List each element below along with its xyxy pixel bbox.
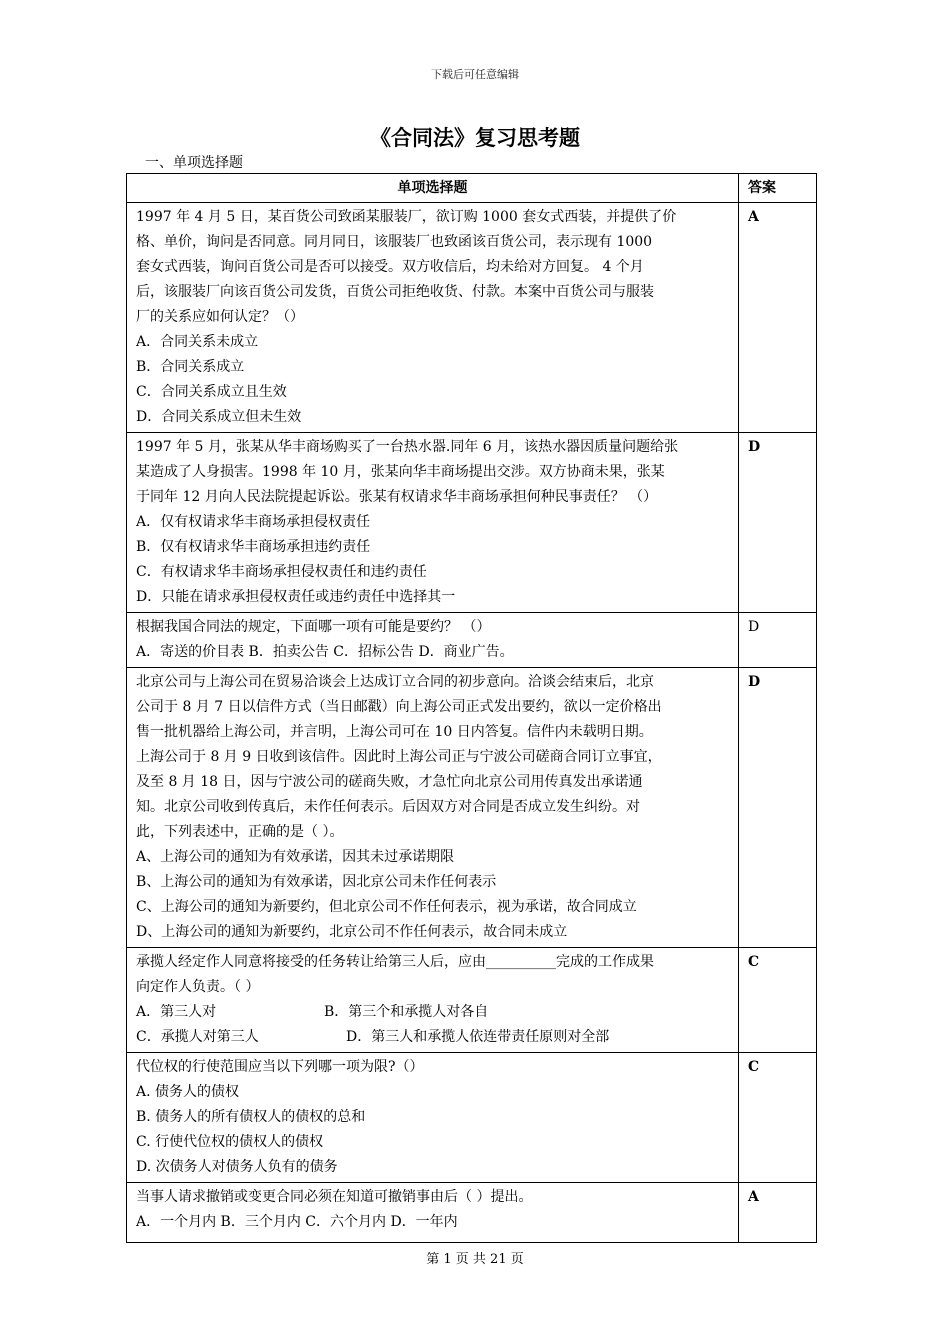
option-pair bbox=[136, 1000, 729, 1025]
question-row bbox=[127, 613, 817, 668]
question-text-line: 某造成了人身损害。1998 年 10 月，张某向华丰商场提出交涉。双方协商未果，张某 bbox=[136, 464, 665, 480]
answer-option: D. 次债务人对债务人负有的债务 bbox=[136, 1159, 338, 1175]
answer-option: B．第三个和承揽人对各自 bbox=[324, 1004, 489, 1020]
question-text-line: 厂的关系应如何认定？（） bbox=[136, 309, 304, 325]
table-header-row bbox=[127, 174, 817, 203]
question-text-line: 代位权的行使范围应当以下列哪一项为限?（） bbox=[136, 1059, 424, 1075]
answer-option: A．合同关系未成立 bbox=[136, 334, 259, 350]
answer-cell: D bbox=[739, 668, 817, 948]
question-cell bbox=[127, 1053, 739, 1183]
answer-option: C．合同关系成立且生效 bbox=[136, 384, 287, 400]
question-text-line: 后，该服装厂向该百货公司发货，百货公司拒绝收货、付款。本案中百货公司与服装 bbox=[136, 284, 654, 300]
question-text-line: 知。北京公司收到传真后，未作任何表示。后因双方对合同是否成立发生纠纷。对 bbox=[136, 799, 640, 815]
question-text-line: 北京公司与上海公司在贸易洽谈会上达成订立合同的初步意向。洽谈会结束后，北京 bbox=[136, 674, 654, 690]
question-cell bbox=[127, 1183, 739, 1243]
question-cell bbox=[127, 948, 739, 1053]
answer-option: D、上海公司的通知为新要约，北京公司不作任何表示，故合同未成立 bbox=[136, 924, 568, 940]
answer-option: C. 行使代位权的债权人的债权 bbox=[136, 1134, 324, 1150]
question-text-line: 上海公司于 8 月 9 日收到该信件。因此时上海公司正与宁波公司磋商合同订立事宜， bbox=[136, 749, 662, 765]
answer-option: B．合同关系成立 bbox=[136, 359, 245, 375]
document-title: 《合同法》复习思考题 bbox=[370, 125, 580, 150]
section-heading: 一、单项选择题 bbox=[145, 155, 243, 171]
answer-cell: A bbox=[739, 203, 817, 433]
answer-cell: D bbox=[739, 433, 817, 613]
answer-option: B. 债务人的所有债权人的债权的总和 bbox=[136, 1109, 366, 1125]
column-header-question: 单项选择题 bbox=[127, 174, 739, 203]
question-text-line: 向定作人负责。（ ） bbox=[136, 979, 260, 995]
answer-option: C、上海公司的通知为新要约，但北京公司不作任何表示，视为承诺，故合同成立 bbox=[136, 899, 637, 915]
question-table bbox=[126, 173, 817, 1243]
answer-option: B、上海公司的通知为有效承诺，因北京公司未作任何表示 bbox=[136, 874, 497, 890]
answer-option: A、上海公司的通知为有效承诺，因其未过承诺期限 bbox=[136, 849, 455, 865]
answer-option: D．第三人和承揽人依连带责任原则对全部 bbox=[346, 1029, 610, 1045]
question-text-line: 于同年 12 月向人民法院提起诉讼。张某有权请求华丰商场承担何种民事责任？ （） bbox=[136, 489, 658, 505]
question-row bbox=[127, 948, 817, 1053]
question-cell bbox=[127, 433, 739, 613]
question-row bbox=[127, 1053, 817, 1183]
question-row bbox=[127, 433, 817, 613]
question-text-line: 及至 8 月 18 日，因与宁波公司的磋商失败，才急忙向北京公司用传真发出承诺通 bbox=[136, 774, 643, 790]
answer-option: A. 债务人的债权 bbox=[136, 1084, 240, 1100]
question-cell bbox=[127, 668, 739, 948]
question-text-line: 当事人请求撤销或变更合同必须在知道可撤销事由后（ ）提出。 bbox=[136, 1189, 533, 1205]
question-text-line: 公司于 8 月 7 日以信件方式（当日邮戳）向上海公司正式发出要约，欲以一定价格出 bbox=[136, 699, 662, 715]
answer-option: C．有权请求华丰商场承担侵权责任和违约责任 bbox=[136, 564, 427, 580]
question-cell bbox=[127, 203, 739, 433]
answer-option: D．只能在请求承担侵权责任或违约责任中选择其一 bbox=[136, 589, 456, 605]
question-text-line: 根据我国合同法的规定，下面哪一项有可能是要约？ （） bbox=[136, 619, 491, 635]
answer-option: A．寄送的价目表 B．拍卖公告 C．招标公告 D．商业广告。 bbox=[136, 644, 514, 660]
question-text-line: 1997 年 5 月，张某从华丰商场购买了一台热水器.同年 6 月，该热水器因质量问题给张 bbox=[136, 439, 679, 455]
answer-option: A．仅有权请求华丰商场承担侵权责任 bbox=[136, 514, 371, 530]
page-header: 下载后可任意编辑 bbox=[431, 68, 519, 81]
question-cell bbox=[127, 613, 739, 668]
question-row bbox=[127, 1183, 817, 1243]
option-pair bbox=[136, 1025, 729, 1050]
answer-cell: C bbox=[739, 1053, 817, 1183]
answer-option: A．一个月内 B．三个月内 C．六个月内 D．一年内 bbox=[136, 1214, 458, 1230]
page-footer: 第 1 页 共 21 页 bbox=[426, 1252, 524, 1267]
answer-cell: C bbox=[739, 948, 817, 1053]
answer-option: A．第三人对 bbox=[136, 1004, 217, 1020]
question-text-line: 1997 年 4 月 5 日，某百货公司致函某服装厂，欲订购 1000 套女式西装，并提供了价 bbox=[136, 209, 677, 225]
question-text-line: 格、单价，询问是否同意。同月同日，该服装厂也致函该百货公司，表示现有 1000 bbox=[136, 234, 653, 250]
question-text-line: 售一批机器给上海公司，并言明，上海公司可在 10 日内答复。信件内未载明日期。 bbox=[136, 724, 653, 740]
answer-option: B．仅有权请求华丰商场承担违约责任 bbox=[136, 539, 371, 555]
answer-cell: D bbox=[739, 613, 817, 668]
question-row bbox=[127, 668, 817, 948]
question-row bbox=[127, 203, 817, 433]
answer-cell: A bbox=[739, 1183, 817, 1243]
question-text-line: 套女式西装，询问百货公司是否可以接受。双方收信后，均未给对方回复。 4 个月 bbox=[136, 259, 644, 275]
question-text-line: 承揽人经定作人同意将接受的任务转让给第三人后，应由__________完成的工作成果 bbox=[136, 954, 654, 970]
answer-option: C．承揽人对第三人 bbox=[136, 1029, 259, 1045]
answer-option: D．合同关系成立但未生效 bbox=[136, 409, 302, 425]
question-text-line: 此，下列表述中，正确的是（ ）。 bbox=[136, 824, 344, 840]
column-header-answer: 答案 bbox=[739, 174, 817, 203]
